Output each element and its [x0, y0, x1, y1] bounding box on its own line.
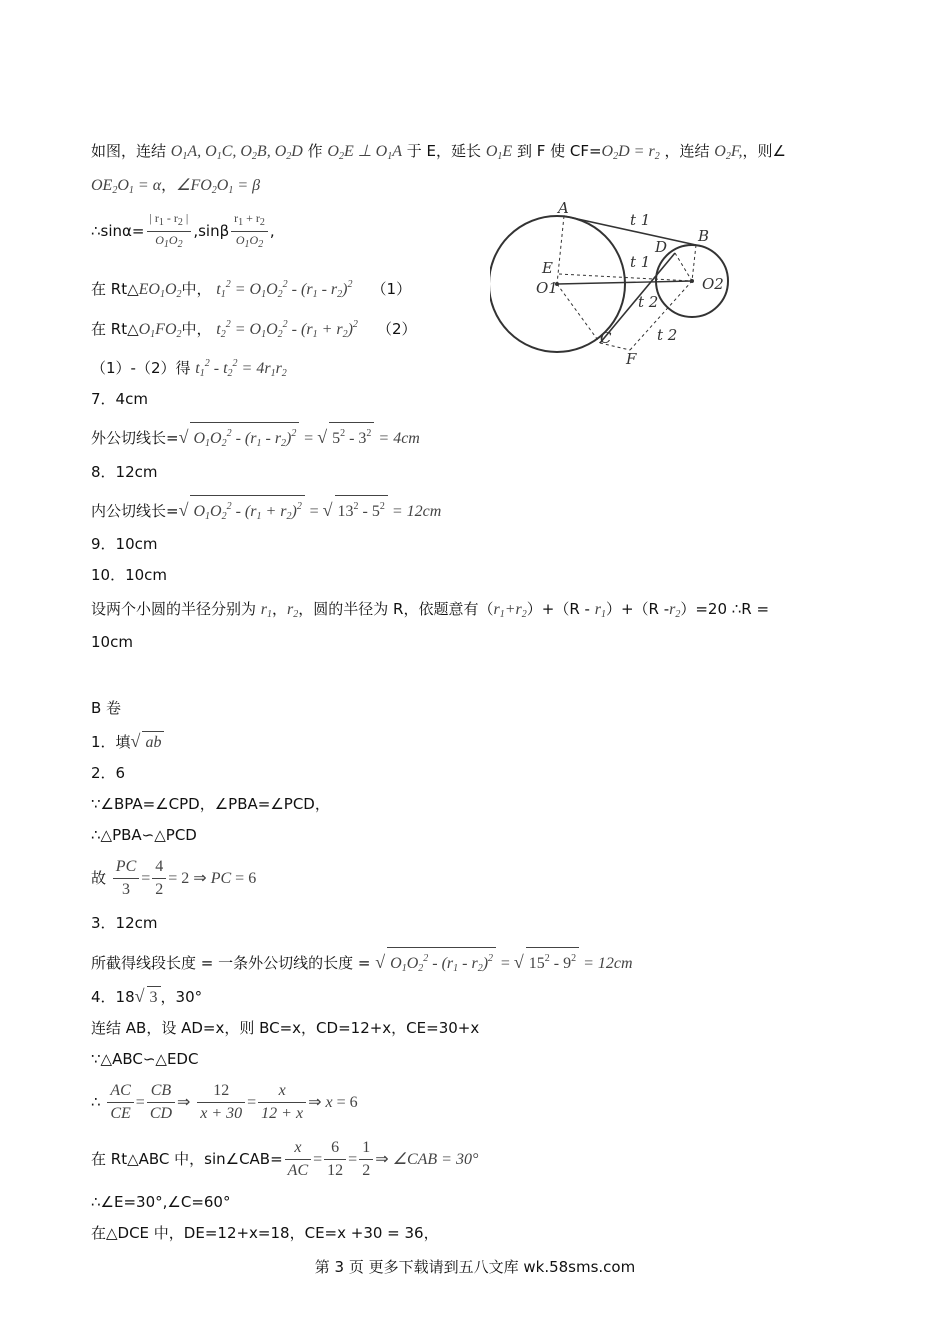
- q7-formula: 外公切线长=√ $O_1O_2^2 - (r_1 - r_2)^2$ = √ $5^2 - 3^2 = 4cm$: [91, 422, 420, 455]
- q8: 8．12cm: [91, 463, 158, 481]
- text: ）+（R -: [605, 600, 670, 618]
- b4-l4: 在 Rt△ABC 中，sin∠CAB= $\frac{x}{AC}$ = $\frac{6}{12}$ = $\frac{1}{2}$ ⇒ ∠CAB = 30°: [91, 1139, 479, 1179]
- q10: 10．10cm: [91, 566, 168, 584]
- text: ，则∠: [742, 142, 786, 160]
- label-d: D: [655, 238, 668, 256]
- q8-formula: 内公切线长=√ $O_1O_2^2 - (r_1 + r_2)^2$ = √ $13^2 - 5^2 = 12cm$: [91, 495, 441, 528]
- two-circles-figure: [490, 195, 740, 370]
- dash-do2: [675, 253, 692, 281]
- label-o2: O2: [702, 275, 724, 293]
- b4-l5: ∴∠E=30°,∠C=60°: [91, 1193, 231, 1211]
- text: ∴sinα=: [91, 222, 145, 240]
- label-b: B: [698, 227, 710, 245]
- b4-l1: 连结 AB，设 AD=x，则 BC=x，CD=12+x，CE=30+x: [91, 1019, 480, 1037]
- text: 外公切线长=: [91, 429, 179, 447]
- b4-l2: ∵△ABC∽△EDC: [91, 1050, 199, 1068]
- label-t1-top: t 1: [630, 211, 651, 229]
- label-t2-bottom: t 2: [657, 326, 678, 344]
- text: 中，: [181, 320, 212, 338]
- rt-eq1: 在 $Rt\triangle EO_1O_2$中， $t_1^2 = O_1O_2^2 - (r_1 - r_2)^2$ （1）: [91, 279, 412, 300]
- text: 于 E，延长: [406, 142, 482, 160]
- b4-l6: 在△DCE 中，DE=12+x=18，CE=x +30 = 36，: [91, 1224, 439, 1242]
- text: 中，: [181, 280, 212, 298]
- dash-o1c: [557, 284, 600, 343]
- label-t1-mid: t 1: [630, 253, 651, 271]
- b4-l3: ∴ $\frac{AC}{CE}$ = $\frac{CB}{CD}$ ⇒ $\frac{12}{x + 30}$ = $\frac{x}{12 + x}$ ⇒ x = 6: [91, 1082, 358, 1122]
- label-e: E: [542, 259, 553, 277]
- text: （1）: [371, 280, 412, 298]
- text: 在 Rt△: [91, 280, 139, 298]
- line-2: $OE_2O_1 = \alpha$，$\angle FO_2O_1 = \beta$: [91, 176, 261, 196]
- text: 到 F 使 CF=: [516, 142, 602, 160]
- q10-end: 10cm: [91, 633, 133, 651]
- b-section-title: B 卷: [91, 699, 122, 717]
- text: 在 Rt△: [91, 320, 139, 338]
- q10-text: 设两个小圆的半径分别为 $r_1$，$r_2$，圆的半径为 R，依题意有$(r_1+r_2)+(R - r_1)+(R$ $-r_2)=20$ ∴R =: [91, 600, 770, 620]
- text: 故: [91, 869, 107, 887]
- diff-line: （1）-（2）得 $t_1^2 - t_2^2 = 4r_1r_2$: [91, 358, 287, 379]
- b1: 1．填√ ab: [91, 730, 164, 754]
- b2-l2: ∴△PBA∽△PCD: [91, 826, 197, 844]
- b4: 4．18√ 3 ，30°: [91, 985, 202, 1009]
- text: 如图，连结: [91, 142, 167, 160]
- q9: 9．10cm: [91, 535, 158, 553]
- line-1: 如图，连结 $O_1A$, $O_1C$, $O_2B$, $O_2D$ 作 $O_2E$ ⊥ $O_1A$ 于 E，延长 $O_1E$ 到 F 使 $CF=O_2D = r_2$ ，连结 $O_2F$,，则∠: [91, 142, 786, 162]
- text: ）=20 ∴R =: [680, 600, 770, 618]
- text: （1）-（2）得: [91, 359, 191, 377]
- text: 4．18: [91, 988, 135, 1006]
- label-a: A: [558, 199, 569, 217]
- text: 内公切线长=: [91, 502, 179, 520]
- dash-bo2: [692, 245, 696, 281]
- q7: 7．4cm: [91, 390, 148, 408]
- text: ）+（R -: [526, 600, 590, 618]
- text: sinβ: [198, 222, 230, 240]
- label-c: C: [600, 329, 612, 347]
- b2-l3: 故 $\frac{PC}{3}$ = $\frac{4}{2}$ = 2 ⇒ PC = 6: [91, 858, 257, 898]
- page-footer: 第 3 页 更多下载请到五八文库 wk.58sms.com: [314, 1258, 636, 1276]
- label-o1: O1: [536, 279, 558, 297]
- text: ，连结: [664, 142, 710, 160]
- o2-dot: [690, 279, 694, 283]
- text: （2）: [377, 320, 417, 338]
- b2: 2．6: [91, 764, 126, 782]
- b2-l1: ∵∠BPA=∠CPD，∠PBA=∠PCD，: [91, 795, 330, 813]
- b3: 3．12cm: [91, 914, 158, 932]
- text: ∴: [91, 1093, 101, 1111]
- text: 设两个小圆的半径分别为: [91, 600, 257, 618]
- text: ，30°: [160, 988, 203, 1006]
- text: 在 Rt△ABC 中，sin∠CAB=: [91, 1150, 283, 1168]
- b3-formula: 所截得线段长度 = 一条外公切线的长度 = √ $O_1O_2^2 - (r_1 - r_2)^2$ = √ $15^2 - 9^2 = 12cm$: [91, 947, 633, 980]
- label-t2-mid: t 2: [638, 293, 659, 311]
- text: 作: [307, 142, 323, 160]
- text: 1．填: [91, 733, 131, 751]
- text: ，圆的半径为 R，依题意有（: [298, 600, 494, 618]
- label-f: F: [626, 350, 637, 368]
- sin-line: ∴sinα= $\frac{| r_1 - r_2 |}{O_1O_2}$ ,sinβ $\frac{r_1 + r_2}{O_1O_2}$ ,: [91, 211, 275, 250]
- rt-eq2: 在 $Rt\triangle O_1FO_2$中， $t_2^2 = O_1O_2^2 - (r_1 + r_2)^2$ （2）: [91, 319, 417, 340]
- text: 所截得线段长度 = 一条外公切线的长度 =: [91, 954, 371, 972]
